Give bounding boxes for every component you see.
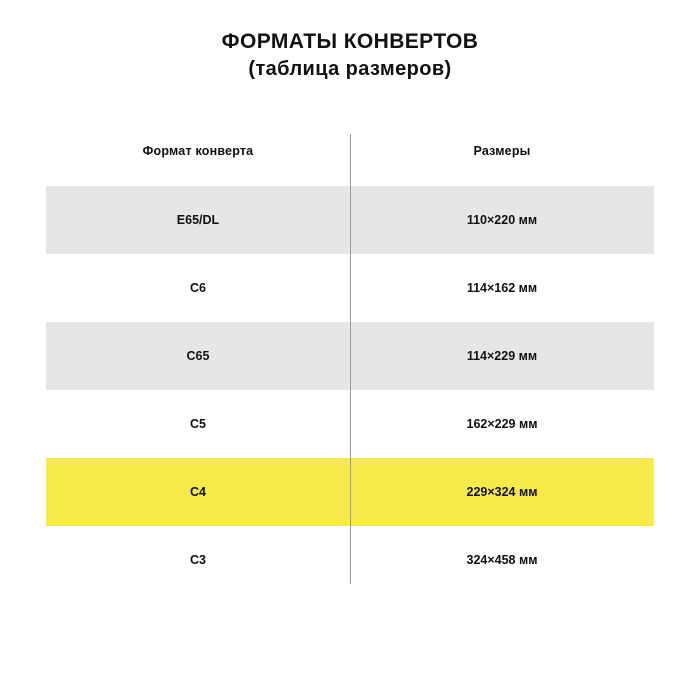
format-cell: C6	[46, 254, 350, 322]
size-cell: 162×229 мм	[350, 390, 654, 458]
size-cell: 114×162 мм	[350, 254, 654, 322]
format-cell: E65/DL	[46, 186, 350, 254]
title-line-1: ФОРМАТЫ КОНВЕРТОВ	[221, 30, 479, 53]
size-cell: 324×458 мм	[350, 526, 654, 594]
format-cell: C3	[46, 526, 350, 594]
column-divider	[350, 134, 351, 584]
size-cell: 110×220 мм	[350, 186, 654, 254]
page-title	[222, 28, 479, 82]
header-format: Формат конверта	[142, 144, 254, 159]
size-cell: 114×229 мм	[350, 322, 654, 390]
title-line-2: (таблица размеров)	[248, 57, 452, 80]
size-cell: 229×324 мм	[350, 458, 654, 526]
format-cell: C65	[46, 322, 350, 390]
header-size: Размеры	[473, 144, 531, 159]
format-cell: C4	[46, 458, 350, 526]
format-cell: C5	[46, 390, 350, 458]
envelope-formats-table-wrapper	[46, 116, 654, 594]
